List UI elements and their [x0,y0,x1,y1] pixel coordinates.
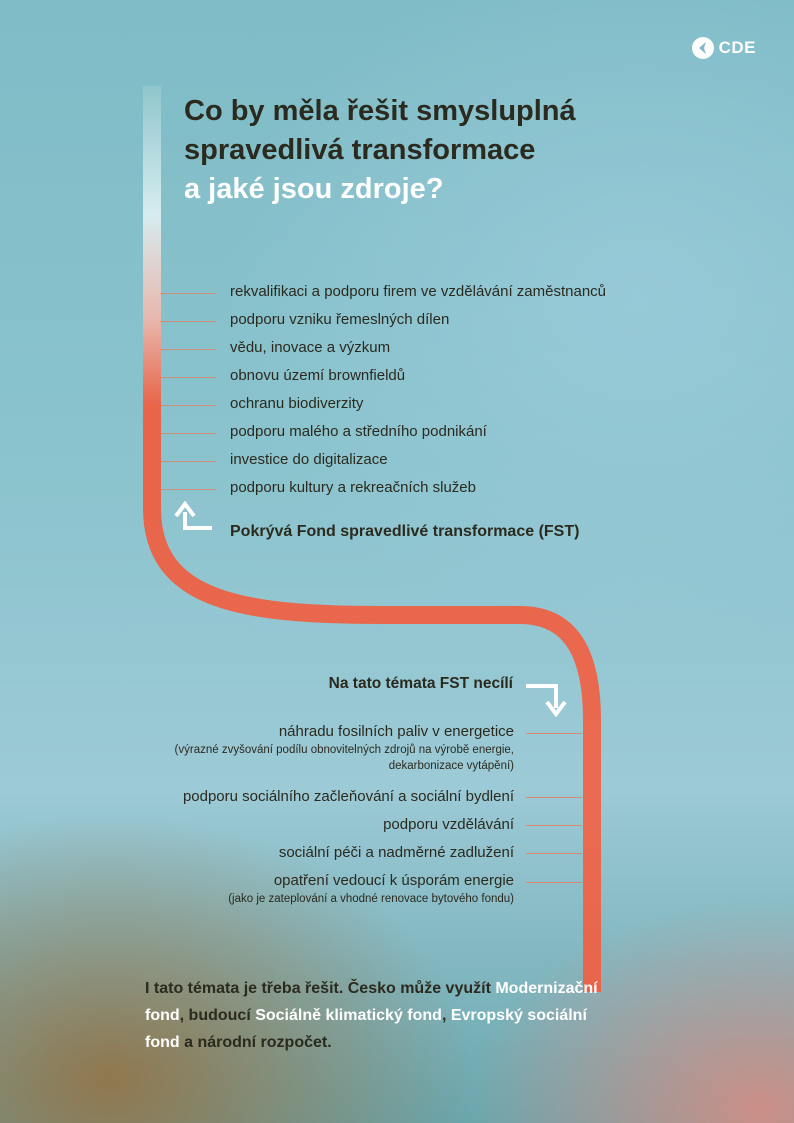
fst-item: ochranu biodiverzity [230,395,364,412]
arrow-up-right-icon [176,504,212,528]
bottom-text: , [441,1007,451,1024]
not-covered-item-sub: (výrazné zvyšování podílu obnovitelných zdrojů na výrobě energie, dekarbonizace vytápění) [174,744,514,772]
not-covered-item-sub: (jako je zateplování a vhodné renovace bytového fondu) [228,893,514,905]
fund-name: Evropský sociální fond [145,1007,587,1051]
list-tick [526,733,582,734]
list-tick [160,461,216,462]
title-line-3: a jaké jsou zdroje? [184,173,444,205]
fund-name: Modernizační fond [145,980,598,1024]
title-line-1: Co by měla řešit smysluplná [184,95,576,127]
pipe-top-segment [143,86,161,511]
bottom-paragraph [145,975,605,1056]
not-covered-item-main: náhradu fosilních paliv v energetice [278,723,514,740]
list-tick [526,825,582,826]
logo-text: CDE [718,38,756,57]
not-covered-item-main: opatření vedoucí k úsporám energie [273,872,514,889]
not-covered-item [134,871,514,907]
not-covered-item [134,722,514,774]
fst-item: rekvalifikaci a podporu firem ve vzdělávání zaměstnanců [230,283,607,300]
arrow-right-down-icon [526,686,565,714]
page-title [184,92,744,209]
logo-icon [692,37,714,59]
fst-item: podporu malého a středního podnikání [230,423,487,440]
list-tick [160,349,216,350]
not-covered-title: Na tato témata FST necílí [328,675,513,692]
list-tick [526,797,582,798]
list-tick [160,405,216,406]
fst-item: podporu kultury a rekreačních služeb [230,479,476,496]
not-covered-item [383,815,514,835]
list-tick [160,489,216,490]
not-covered-item-main: sociální péči a nadměrné zadlužení [278,844,514,861]
fst-item: vědu, inovace a výzkum [230,339,391,356]
not-covered-item-main: podporu vzdělávání [383,816,514,833]
bottom-text: I tato témata je třeba řešit. Česko může využít [145,980,491,997]
list-tick [160,377,216,378]
fst-item: podporu vzniku řemeslných dílen [230,311,450,328]
not-covered-item [183,787,514,807]
list-tick [160,433,216,434]
list-tick [160,293,216,294]
list-tick [160,321,216,322]
fst-item: investice do digitalizace [230,451,388,468]
bottom-text: a národní rozpočet. [179,1034,332,1051]
not-covered-item-main: podporu sociálního začleňování a sociální bydlení [182,788,514,805]
fst-item: obnovu území brownfieldů [230,367,406,384]
list-tick [526,882,582,883]
bottom-text: , budoucí [179,1007,256,1024]
not-covered-item [279,843,514,863]
fund-name: Sociálně klimatický fond [255,1007,442,1024]
list-tick [526,853,582,854]
title-line-2: spravedlivá transformace [184,134,536,166]
fst-cover-label: Pokrývá Fond spravedlivé transformace (FST) [230,523,580,540]
logo [692,37,756,59]
